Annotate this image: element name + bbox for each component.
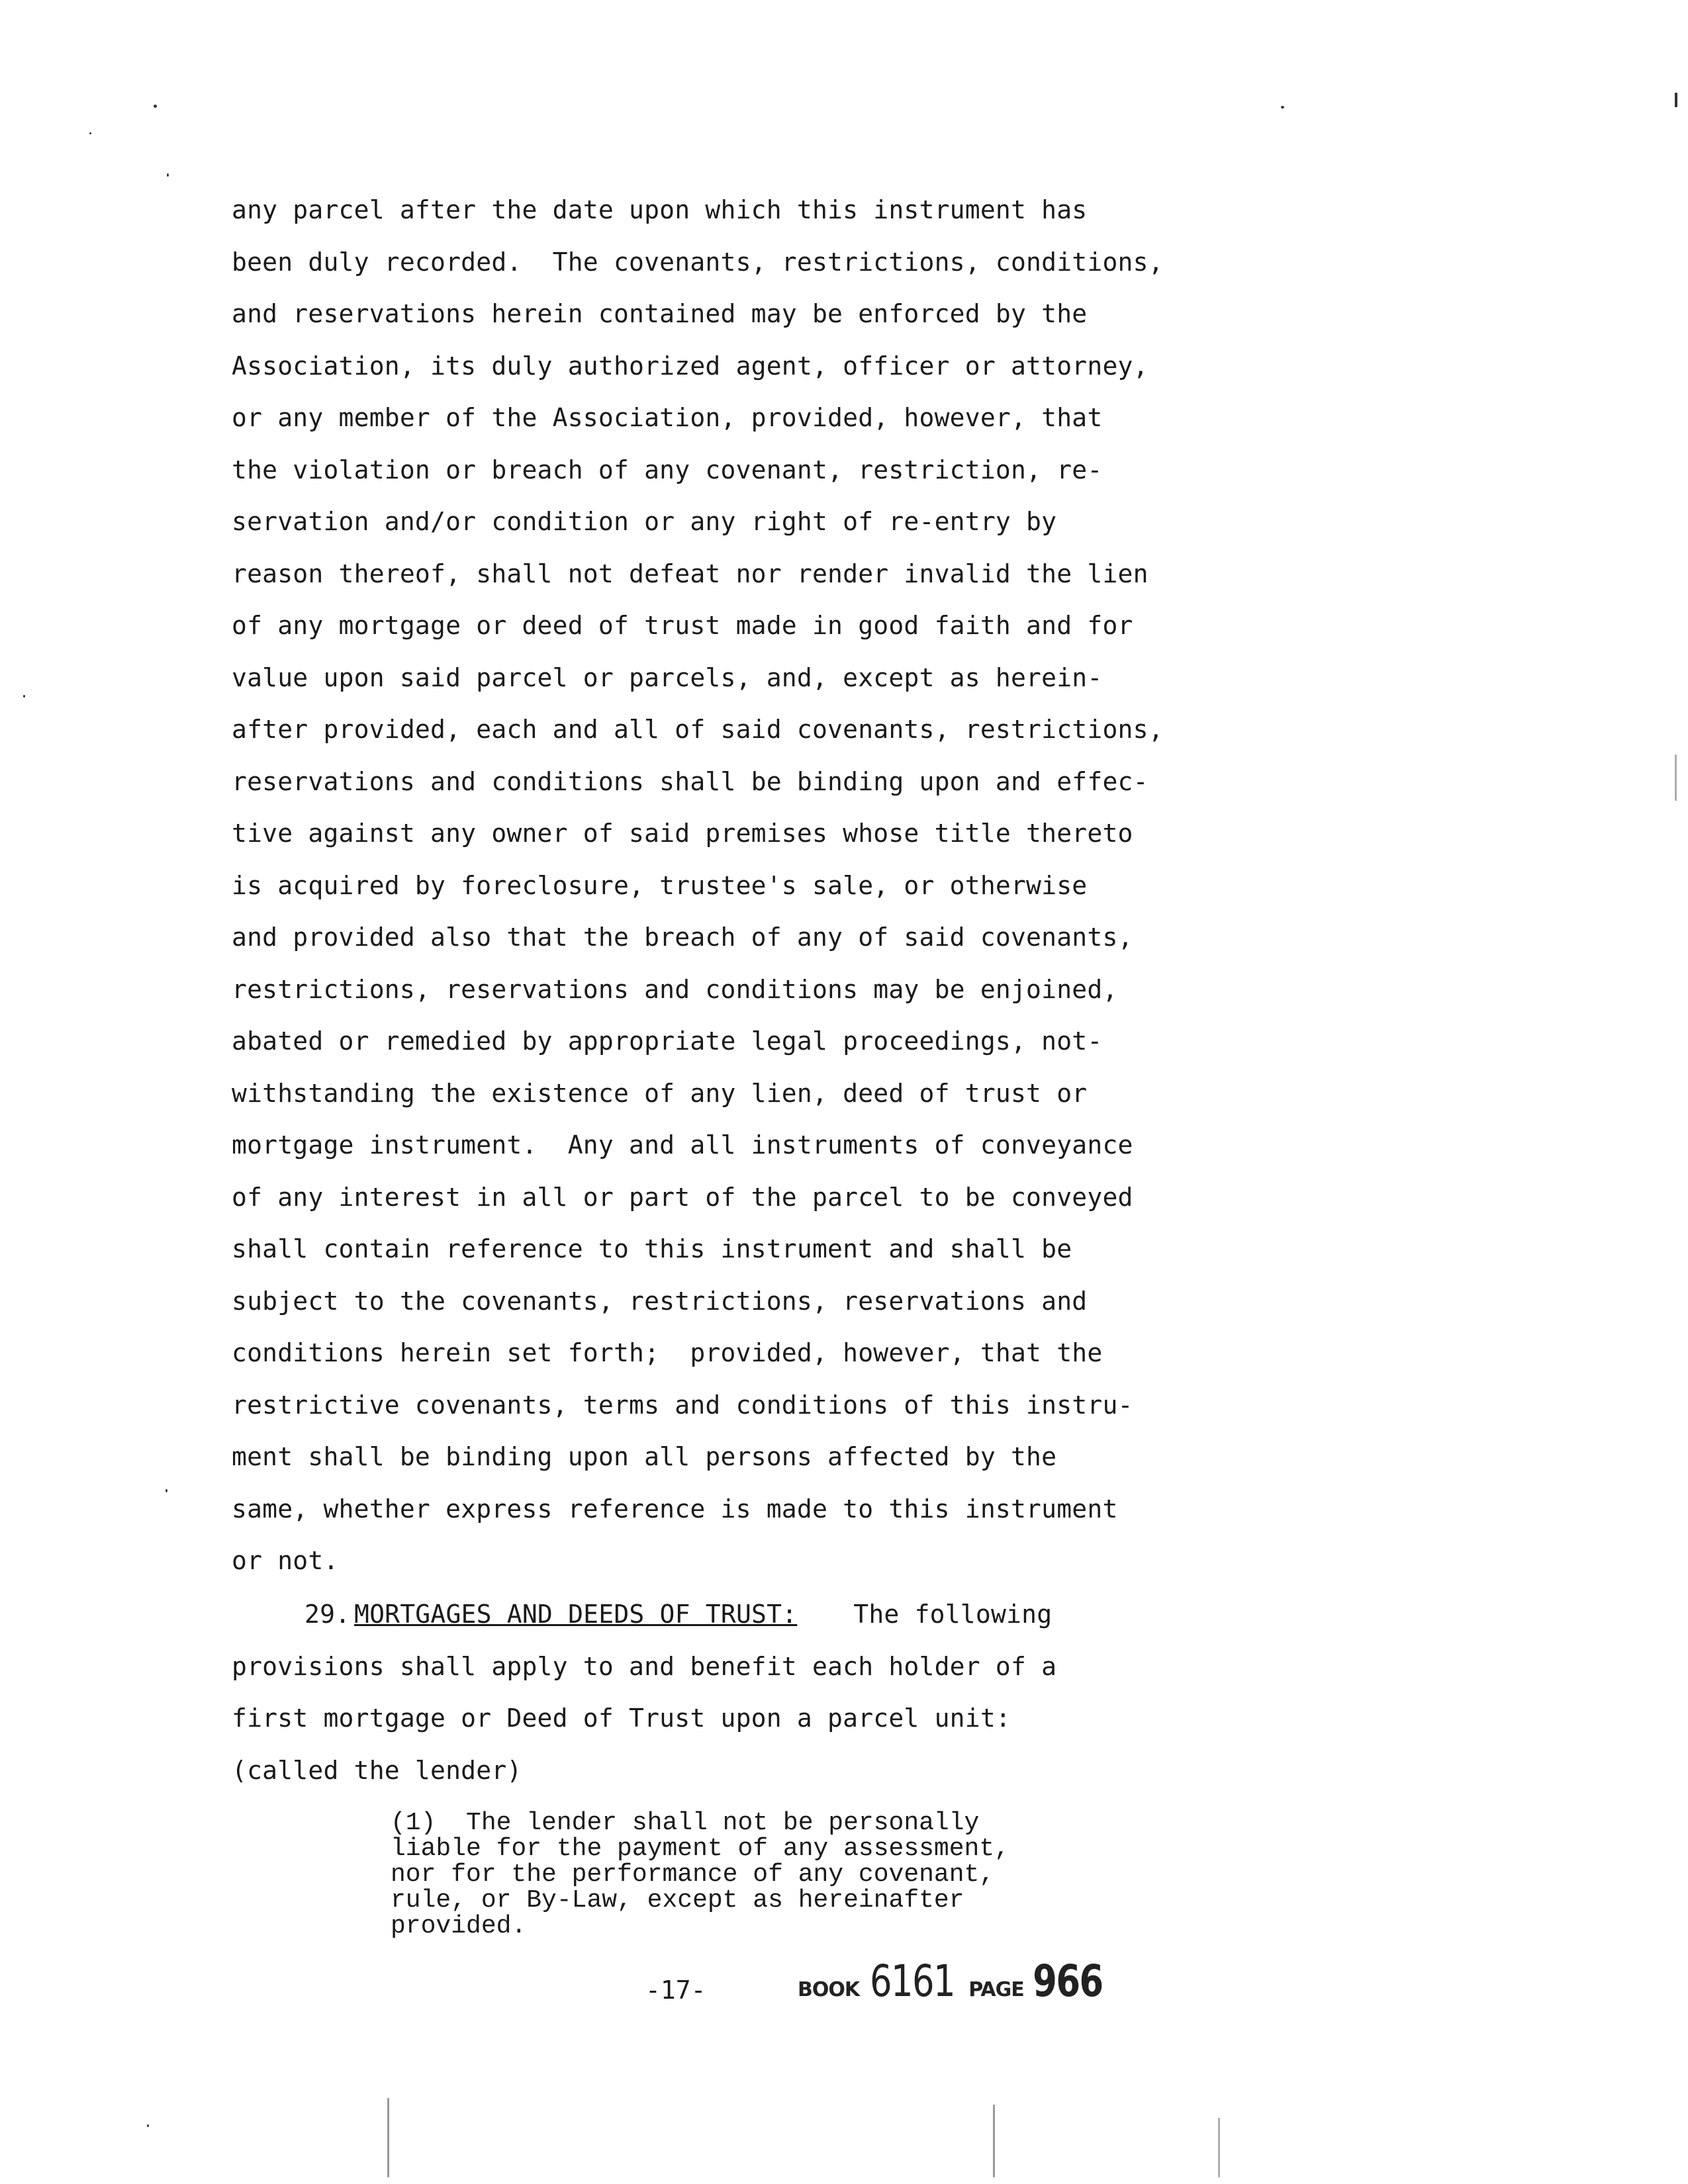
body-line: withstanding the existence of any lien, deed of trust or xyxy=(232,1078,1088,1108)
body-paragraph xyxy=(232,184,1225,1587)
scan-speck xyxy=(147,2124,149,2127)
subsection-line: rule, or By-Law, except as hereinafter xyxy=(391,1886,964,1915)
scan-speck xyxy=(993,2105,995,2177)
body-line: servation and/or condition or any right of re-entry by xyxy=(232,507,1057,536)
page-number: -17- xyxy=(645,1976,706,2005)
scan-speck xyxy=(154,105,157,108)
body-line: value upon said parcel or parcels, and, except as herein- xyxy=(232,662,1103,692)
section-number: 29. xyxy=(305,1600,351,1629)
scan-speck xyxy=(387,2098,389,2177)
body-line: abated or remedied by appropriate legal proceedings, not- xyxy=(232,1026,1103,1056)
body-line: of any mortgage or deed of trust made in good faith and for xyxy=(232,611,1133,640)
page-ref: 966 xyxy=(1032,1956,1103,2007)
subsection-line: provided. xyxy=(391,1912,527,1940)
scan-speck xyxy=(1281,106,1284,109)
body-line: same, whether express reference is made to this instrument xyxy=(232,1494,1118,1524)
section-line: (called the lender) xyxy=(232,1755,522,1785)
subsection-line: liable for the payment of any assessment, xyxy=(391,1835,1009,1863)
section-heading-row xyxy=(232,1588,1225,1641)
subsection-1 xyxy=(391,1810,1185,1939)
recording-stamp xyxy=(798,1956,1111,2007)
body-line: restrictions, reservations and conditions may be enjoined, xyxy=(232,974,1118,1004)
section-lead: The following xyxy=(853,1600,1053,1629)
body-line: or not. xyxy=(232,1546,339,1575)
body-line: reason thereof, shall not defeat nor render invalid the lien xyxy=(232,559,1149,588)
body-line: after provided, each and all of said covenants, restrictions, xyxy=(232,715,1164,744)
body-line: tive against any owner of said premises whose title thereto xyxy=(232,819,1133,848)
scan-speck xyxy=(1218,2118,1220,2177)
scan-speck xyxy=(1675,93,1677,107)
body-line: and reservations herein contained may be enforced by the xyxy=(232,299,1088,328)
section-29 xyxy=(232,1588,1225,1796)
section-heading: MORTGAGES AND DEEDS OF TRUST: xyxy=(354,1600,798,1629)
body-line: conditions herein set forth; provided, however, that the xyxy=(232,1338,1103,1367)
body-line: shall contain reference to this instrument and shall be xyxy=(232,1234,1072,1263)
page-label: PAGE xyxy=(968,1978,1024,2001)
book-number: 6161 xyxy=(870,1956,955,2007)
scan-speck xyxy=(167,173,169,177)
scan-speck xyxy=(89,132,91,134)
body-line: subject to the covenants, restrictions, reservations and xyxy=(232,1286,1088,1316)
book-label: BOOK xyxy=(798,1978,860,2001)
body-line: ment shall be binding upon all persons affected by the xyxy=(232,1442,1057,1471)
body-line: the violation or breach of any covenant, restriction, re- xyxy=(232,455,1103,484)
scan-speck xyxy=(1675,754,1677,801)
section-line: provisions shall apply to and benefit each holder of a xyxy=(232,1651,1057,1681)
subsection-line: (1) The lender shall not be personally xyxy=(391,1809,980,1837)
section-line: first mortgage or Deed of Trust upon a parcel unit: xyxy=(232,1704,1011,1733)
scan-speck xyxy=(165,1489,167,1492)
body-line: is acquired by foreclosure, trustee's sale, or otherwise xyxy=(232,870,1088,900)
scan-speck xyxy=(23,695,25,698)
body-line: restrictive covenants, terms and conditions of this instru- xyxy=(232,1390,1133,1420)
body-line: or any member of the Association, provided, however, that xyxy=(232,403,1103,432)
body-line: of any interest in all or part of the parcel to be conveyed xyxy=(232,1182,1133,1212)
body-line: and provided also that the breach of any of said covenants, xyxy=(232,923,1133,952)
body-line: any parcel after the date upon which this instrument has xyxy=(232,195,1088,224)
body-line: reservations and conditions shall be binding upon and effec- xyxy=(232,766,1149,796)
body-line: Association, its duly authorized agent, officer or attorney, xyxy=(232,351,1149,381)
body-line: mortgage instrument. Any and all instruments of conveyance xyxy=(232,1130,1133,1160)
subsection-line: nor for the performance of any covenant, xyxy=(391,1860,995,1889)
body-line: been duly recorded. The covenants, restrictions, conditions, xyxy=(232,247,1164,277)
